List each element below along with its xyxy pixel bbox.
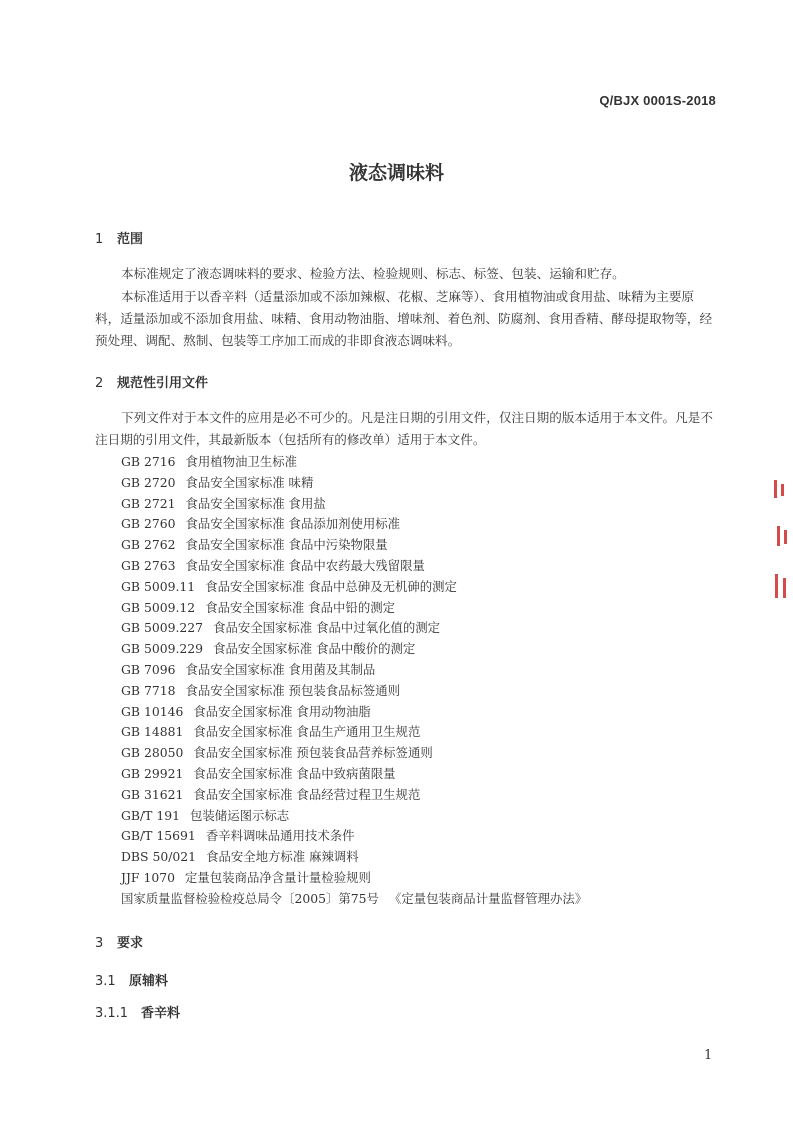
paragraph-text: 本标准适用于以香辛料（适量添加或不添加辣椒、花椒、芝麻等）、食用植物油或食用盐、味精为主要原料，适量添加或不添加食用盐、味精、食用动物油脂、增味剂、着色剂、防腐剂、食用香精、酵母提取物等，经预处理、调配、熬制、包装等工序加工而成的非即食液态调味料。 <box>95 289 713 348</box>
reference-title: 食品安全国家标准 味精 <box>185 474 314 490</box>
reference-title: 食品安全地方标准 麻辣调料 <box>206 849 359 865</box>
reference-title: 食品安全国家标准 食品中过氧化值的测定 <box>213 620 441 636</box>
reference-item <box>121 681 587 702</box>
section-3-1-1-heading <box>95 1002 180 1021</box>
reference-title: 食品安全国家标准 食品中铅的测定 <box>205 599 395 615</box>
section-number: 3 <box>95 936 104 951</box>
section-2-heading <box>95 372 208 391</box>
reference-item <box>121 847 587 868</box>
reference-item <box>121 618 587 639</box>
scope-paragraph-2 <box>95 286 715 352</box>
reference-title: 食品安全国家标准 食用动物油脂 <box>193 703 371 719</box>
reference-code: GB 2762 <box>121 537 176 553</box>
section-number: 2 <box>95 376 104 391</box>
reference-code: 国家质量监督检验检疫总局令〔2005〕第75号 <box>121 890 379 906</box>
paragraph-text: 下列文件对于本文件的应用是必不可少的。凡是注日期的引用文件，仅注日期的版本适用于本文件。凡是不注日期的引用文件，其最新版本（包括所有的修改单）适用于本文件。 <box>95 410 713 447</box>
section-title: 要求 <box>117 936 144 951</box>
reference-title: 食品安全国家标准 食品经营过程卫生规范 <box>193 786 421 802</box>
reference-title: 食品安全国家标准 食品中酸价的测定 <box>213 641 416 657</box>
reference-code: JJF 1070 <box>121 869 176 885</box>
reference-code: GB 28050 <box>121 745 184 761</box>
reference-code: GB 29921 <box>121 765 184 781</box>
reference-item <box>121 868 587 889</box>
reference-code: GB 7718 <box>121 682 176 698</box>
reference-item <box>121 556 587 577</box>
reference-item <box>121 785 587 806</box>
section-number: 3.1 <box>95 974 116 989</box>
reference-code: GB 31621 <box>121 786 184 802</box>
references-intro <box>95 407 715 451</box>
section-title: 规范性引用文件 <box>117 376 209 391</box>
reference-item <box>121 702 587 723</box>
reference-code: GB 2721 <box>121 495 176 511</box>
reference-title: 食品安全国家标准 食品中污染物限量 <box>185 537 388 553</box>
reference-title: 食品安全国家标准 食用盐 <box>185 495 326 511</box>
reference-title: 食品安全国家标准 食品添加剂使用标准 <box>185 516 401 532</box>
reference-title: 食品安全国家标准 食品中致病菌限量 <box>193 765 396 781</box>
reference-item <box>121 473 587 494</box>
page-number: 1 <box>704 1048 713 1063</box>
reference-item <box>121 743 587 764</box>
reference-item <box>121 514 587 535</box>
section-3-1-heading <box>95 970 168 989</box>
reference-title: 食品安全国家标准 食品生产通用卫生规范 <box>193 724 421 740</box>
reference-item <box>121 722 587 743</box>
paragraph-text: 本标准规定了液态调味料的要求、检验方法、检验规则、标志、标签、包装、运输和贮存。 <box>121 266 625 281</box>
reference-title: 食品安全国家标准 预包装食品标签通则 <box>185 682 401 698</box>
reference-item <box>121 764 587 785</box>
reference-list <box>121 452 587 910</box>
reference-code: GB/T 191 <box>121 807 181 823</box>
section-title: 原辅料 <box>129 974 169 989</box>
reference-title: 食品安全国家标准 食用菌及其制品 <box>185 661 376 677</box>
reference-code: GB 2720 <box>121 474 176 490</box>
reference-item <box>121 535 587 556</box>
reference-code: GB/T 15691 <box>121 828 196 844</box>
reference-item <box>121 889 587 910</box>
scope-paragraph-1 <box>95 263 715 285</box>
reference-title: 食用植物油卫生标准 <box>185 454 297 469</box>
section-title: 范围 <box>117 232 144 247</box>
reference-code: GB 2763 <box>121 557 176 573</box>
reference-item <box>121 598 587 619</box>
standard-number: Q/BJX 0001S-2018 <box>599 93 716 108</box>
reference-item <box>121 660 587 681</box>
reference-title: 食品安全国家标准 预包装食品营养标签通则 <box>193 745 433 761</box>
reference-code: DBS 50/021 <box>121 849 197 865</box>
section-number: 1 <box>95 232 104 247</box>
section-1-heading <box>95 228 143 247</box>
reference-item <box>121 494 587 515</box>
reference-code: GB 14881 <box>121 724 184 740</box>
reference-code: GB 10146 <box>121 703 184 719</box>
section-3-heading <box>95 932 143 951</box>
document-title: 液态调味料 <box>348 162 444 184</box>
reference-code: GB 5009.229 <box>121 641 204 657</box>
reference-code: GB 2760 <box>121 516 176 532</box>
reference-title: 定量包装商品净含量计量检验规则 <box>185 869 371 885</box>
reference-title: 《定量包装商品计量监督管理办法》 <box>388 890 588 906</box>
reference-code: GB 2716 <box>121 454 176 469</box>
section-number: 3.1.1 <box>95 1006 129 1021</box>
reference-item <box>121 639 587 660</box>
reference-item <box>121 806 587 827</box>
section-title: 香辛料 <box>141 1006 181 1021</box>
reference-title: 食品安全国家标准 食品中总砷及无机砷的测定 <box>205 578 457 594</box>
reference-code: GB 5009.227 <box>121 620 204 636</box>
reference-item <box>121 577 587 598</box>
reference-code: GB 5009.11 <box>121 578 196 594</box>
reference-title: 香辛料调味品通用技术条件 <box>205 828 355 844</box>
reference-code: GB 7096 <box>121 661 176 677</box>
reference-code: GB 5009.12 <box>121 599 196 615</box>
reference-title: 包装储运图示标志 <box>190 807 290 823</box>
reference-title: 食品安全国家标准 食品中农药最大残留限量 <box>185 557 425 573</box>
reference-item <box>121 826 587 847</box>
reference-item <box>121 452 587 473</box>
seal-fragment <box>772 478 790 628</box>
